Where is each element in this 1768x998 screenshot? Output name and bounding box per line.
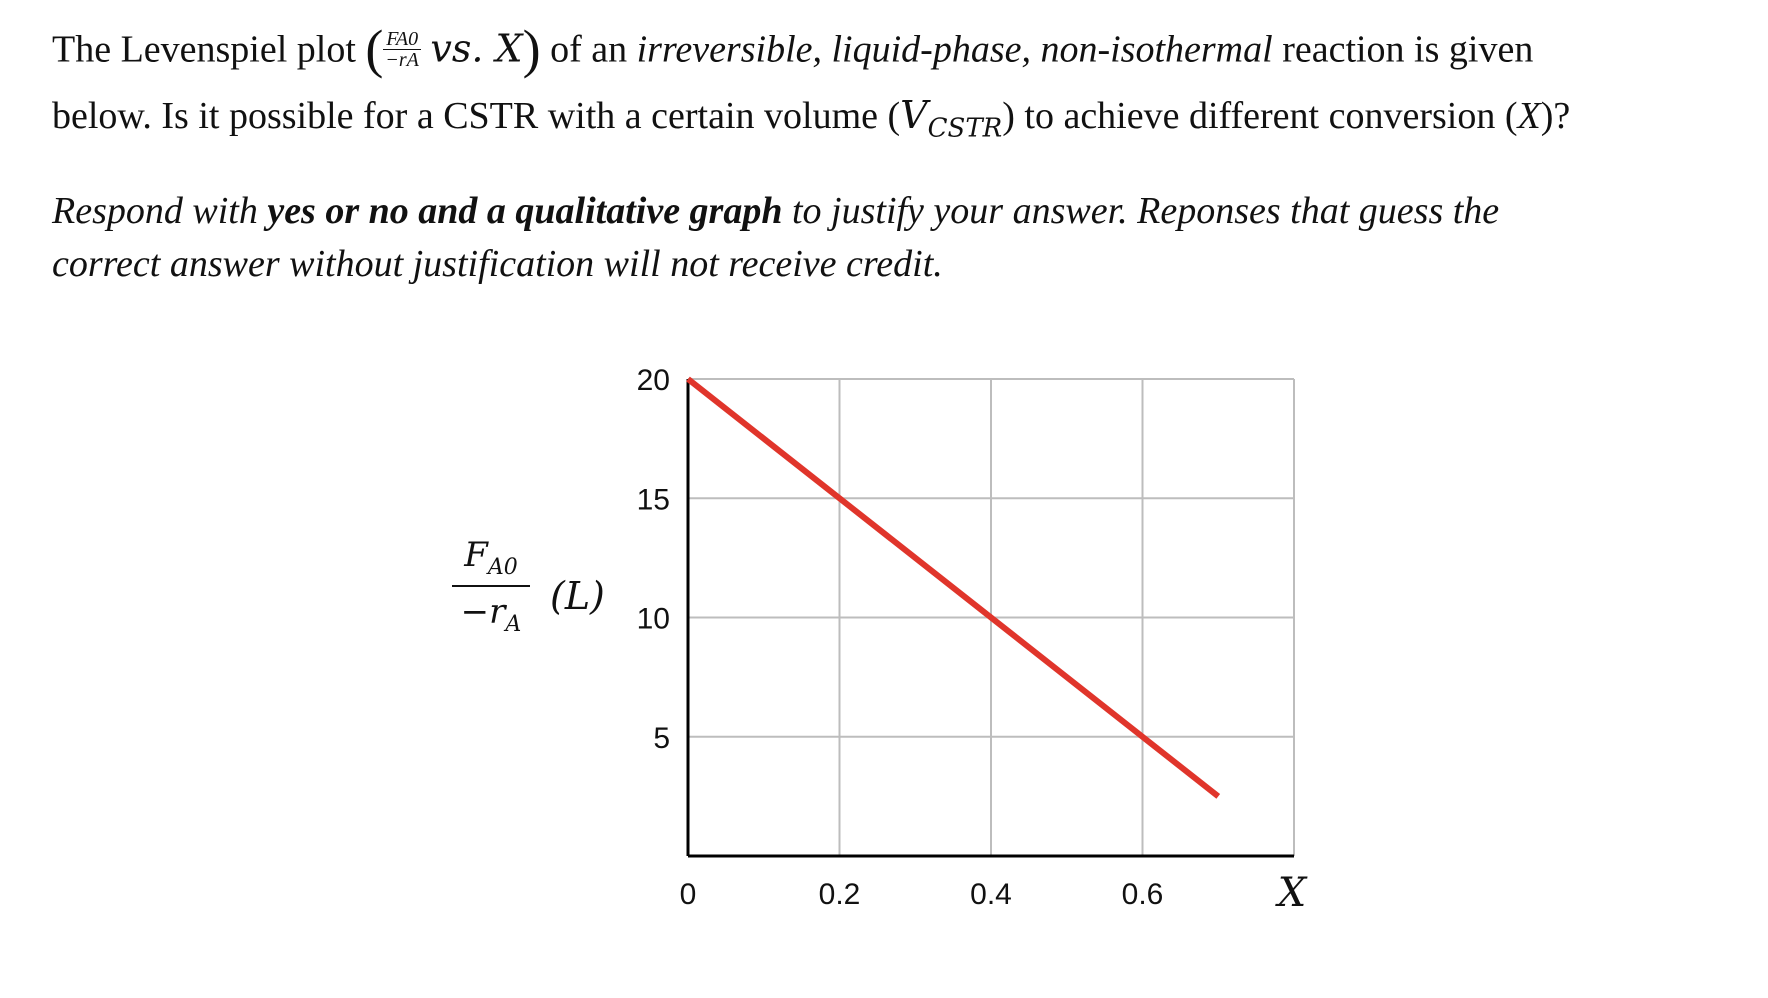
y-tick-label: 10 bbox=[636, 602, 670, 636]
question-text: of an bbox=[540, 28, 637, 71]
question-text: ) to achieve different conversion ( bbox=[1002, 95, 1518, 137]
y-tick-label: 5 bbox=[653, 721, 670, 755]
y-tick-label: 15 bbox=[636, 483, 670, 517]
x-tick-label: 0 bbox=[679, 878, 697, 911]
question-text: The Levenspiel plot bbox=[52, 28, 356, 71]
inline-fraction-numerator: FA0 bbox=[386, 27, 419, 50]
x-tick-label: 0.4 bbox=[970, 878, 1012, 911]
instruction-text: Respond with bbox=[52, 190, 268, 232]
x-tick-label: 0.6 bbox=[1121, 878, 1164, 911]
y-label-num-main: F bbox=[464, 535, 488, 575]
x-axis-label: X bbox=[1277, 870, 1307, 916]
question-text: reaction is given bbox=[1272, 28, 1534, 71]
instruction-bold-text: yes or no and a qualitative graph bbox=[267, 190, 783, 232]
y-label-num-sub: A0 bbox=[487, 554, 518, 580]
y-axis-unit: (L) bbox=[550, 574, 605, 618]
open-paren: ( bbox=[365, 19, 384, 79]
instruction-text: correct answer without justification will not receive credit. bbox=[52, 243, 943, 285]
vs-x-text: vs. X bbox=[430, 26, 523, 71]
x-tick-label: 0.2 bbox=[818, 878, 861, 911]
inline-fraction-denominator: −rA bbox=[385, 48, 419, 71]
series-line bbox=[688, 379, 1218, 796]
question-text: )? bbox=[1540, 95, 1571, 137]
question-italic-text: irreversible, liquid-phase, non-isothermal bbox=[636, 28, 1273, 71]
close-paren: ) bbox=[522, 19, 541, 79]
v-symbol: V bbox=[900, 93, 928, 137]
instruction-text: to justify your answer. Reponses that guess the bbox=[782, 190, 1500, 232]
x-symbol: X bbox=[1517, 95, 1541, 137]
y-tick-label: 20 bbox=[636, 364, 670, 397]
y-label-den-sub: A bbox=[505, 611, 522, 637]
v-subscript: CSTR bbox=[927, 113, 1003, 144]
question-text: below. Is it possible for a CSTR with a certain volume ( bbox=[52, 95, 901, 137]
y-label-den-main: −r bbox=[460, 591, 506, 632]
